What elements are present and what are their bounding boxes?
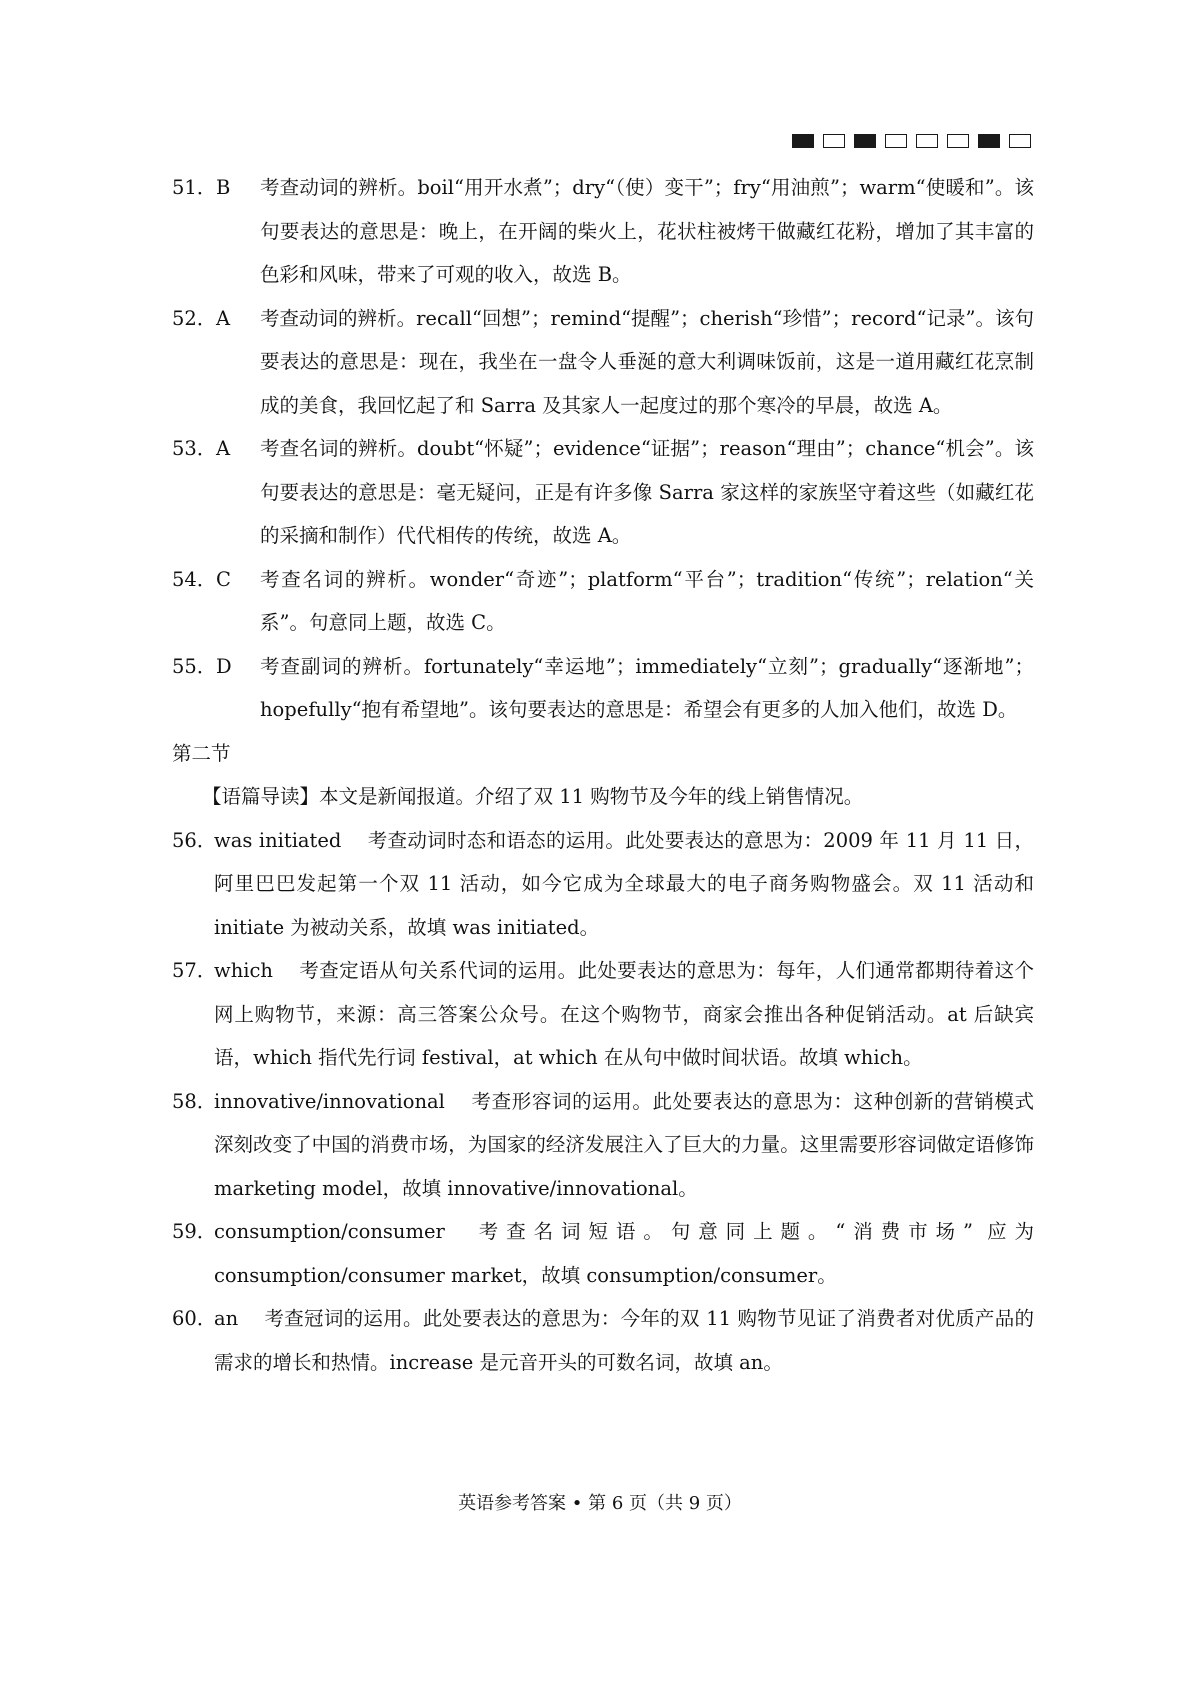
explanation-text: 考查名词的辨析。wonder“奇迹”；platform“平台”；tradition“传统”；relation“关系”。句意同上题，故选 C。	[260, 567, 1034, 634]
section-title: 第二节	[172, 741, 231, 765]
question-number: 60．	[172, 1307, 217, 1330]
explanation-text: 考查动词的辨析。recall“回想”；remind“提醒”；cherish“珍惜”；record“记录”。该句要表达的意思是：现在，我坐在一盘令人垂涎的意大利调味饭前，这是一道用藏红花烹制成的美食，我回忆起了和 Sarra 及其家人一起度过的那个寒冷的早晨，故选 A。	[260, 306, 1034, 417]
header-square-marks	[792, 134, 1031, 148]
explanation-text: 考查名词的辨析。doubt“怀疑”；evidence“证据”；reason“理由”；chance“机会”。该句要表达的意思是：毫无疑问，正是有许多像 Sarra 家这样的家族坚守着这些（如藏红花的采摘和制作）代代相传的传统，故选 A。	[260, 437, 1034, 547]
answer-item-54	[172, 558, 1034, 645]
question-number: 58．	[172, 1089, 217, 1113]
header-square-7	[1009, 134, 1031, 148]
question-number: 56．	[172, 828, 217, 852]
header-square-2	[854, 134, 876, 148]
answer-word: was initiated	[214, 828, 342, 852]
answer-item-58	[172, 1080, 1034, 1211]
question-number: 52．	[172, 306, 217, 330]
question-number: 57．	[172, 959, 217, 982]
passage-intro: 【语篇导读】本文是新闻报道。介绍了双 11 购物节及今年的线上销售情况。	[202, 785, 864, 808]
header-square-5	[947, 134, 969, 148]
question-number: 51．	[172, 176, 217, 199]
answer-word: an	[214, 1307, 239, 1330]
header-square-6	[978, 134, 1000, 148]
header-square-4	[916, 134, 938, 148]
answer-letter: A	[216, 437, 231, 460]
explanation-text: 考查副词的辨析。fortunately“幸运地”；immediately“立刻”；gradually“逐渐地”；hopefully“抱有希望地”。该句要表达的意思是：希望会有更多的人加入他们，故选 D。	[260, 654, 1034, 721]
explanation-text	[214, 1210, 1034, 1297]
answer-letter: D	[216, 654, 232, 678]
answer-content	[172, 166, 1034, 1384]
explanation-body: 考查冠词的运用。此处要表达的意思为：今年的双 11 购物节见证了消费者对优质产品的需求的增长和热情。increase 是元音开头的可数名词，故填 an。	[214, 1307, 1034, 1374]
explanation-text: 考查动词的辨析。boil“用开水煮”；dry“（使）变干”；fry“用油煎”；warm“使暖和”。该句要表达的意思是：晚上，在开阔的柴火上，花状柱被烤干做藏红花粉，增加了其丰富的色彩和风味，带来了可观的收入，故选 B。	[260, 176, 1034, 286]
answer-item-59	[172, 1210, 1034, 1297]
question-number: 55．	[172, 654, 217, 678]
answer-item-56	[172, 819, 1034, 950]
answer-word: which	[214, 959, 273, 982]
answer-letter: B	[216, 176, 231, 199]
answer-letter: A	[216, 306, 231, 330]
answer-letter: C	[216, 567, 231, 591]
answer-word: consumption/consumer	[214, 1220, 445, 1243]
header-square-1	[823, 134, 845, 148]
answer-item-55	[172, 645, 1034, 732]
explanation-body: 考查定语从句关系代词的运用。此处要表达的意思为：每年，人们通常都期待着这个网上购物节，来源：高三答案公众号。在这个购物节，商家会推出各种促销活动。at 后缺宾语，which 指代先行词 festival，at which 在从句中做时间状语。故填 which。	[214, 959, 1034, 1069]
explanation-text	[214, 819, 1034, 950]
explanation-text	[214, 1080, 1034, 1211]
answer-item-52	[172, 297, 1034, 428]
explanation-body: 考查名词短语。句意同上题。“消费市场” 应为 consumption/consumer market，故填 consumption/consumer。	[214, 1220, 1034, 1287]
question-number: 54．	[172, 567, 217, 591]
answer-item-57	[172, 949, 1034, 1080]
explanation-text	[214, 949, 1034, 1080]
answer-item-51	[172, 166, 1034, 297]
question-number: 53．	[172, 437, 217, 460]
explanation-text	[214, 1297, 1034, 1384]
question-number: 59．	[172, 1220, 217, 1243]
page-footer: 英语参考答案 • 第 6 页（共 9 页）	[458, 1493, 742, 1514]
answer-item-53	[172, 427, 1034, 558]
explanation-body: 考查形容词的运用。此处要表达的意思为：这种创新的营销模式深刻改变了中国的消费市场，为国家的经济发展注入了巨大的力量。这里需要形容词做定语修饰 marketing model，故填 innovative/innovational。	[214, 1089, 1034, 1200]
answer-word: innovative/innovational	[214, 1089, 445, 1113]
header-square-3	[885, 134, 907, 148]
explanation-body: 考查动词时态和语态的运用。此处要表达的意思为：2009 年 11 月 11 日，阿里巴巴发起第一个双 11 活动，如今它成为全球最大的电子商务购物盛会。双 11 活动和 initiate 为被动关系，故填 was initiated。	[214, 828, 1034, 939]
answer-item-60	[172, 1297, 1034, 1384]
header-square-0	[792, 134, 814, 148]
